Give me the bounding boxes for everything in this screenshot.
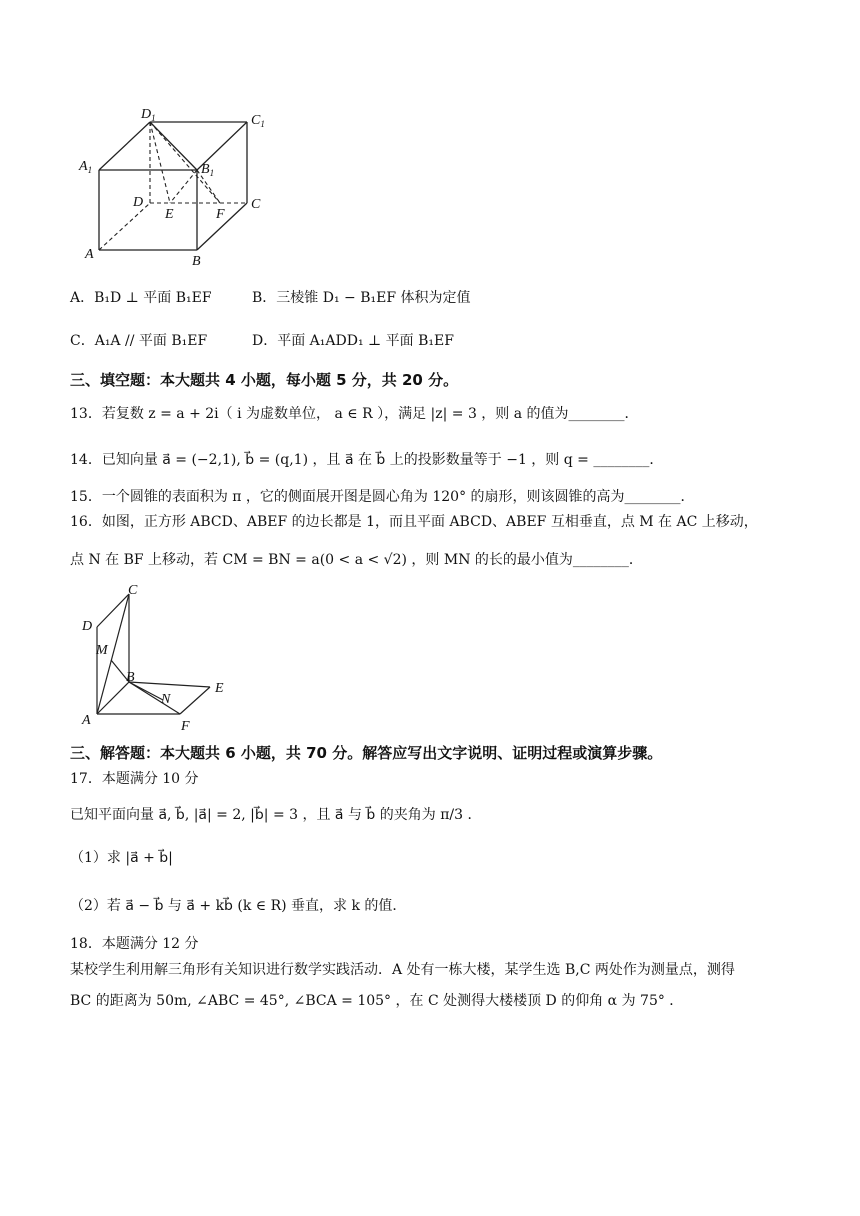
question-16-line2: 点 N 在 BF 上移动，若 CM = BN = a(0 < a < √2) ，则 MN 的长的最小值为________． xyxy=(70,552,643,568)
section-heading-answer: 三、解答题：本大题共 6 小题，共 70 分。解答应写出文字说明、证明过程或演算步骤。 xyxy=(70,744,663,762)
label-n: N xyxy=(161,692,171,707)
label-c: C xyxy=(128,583,138,598)
label-d: D xyxy=(133,195,144,210)
edge-b1-e xyxy=(170,170,197,203)
label-a: A xyxy=(82,713,91,728)
question-17-title: 17．本题满分 10 分 xyxy=(70,771,199,787)
question-17-part2: （2）若 a⃗ − b⃗ 与 a⃗ + kb⃗ (k ∈ R) 垂直，求 k 的值． xyxy=(70,898,407,914)
label-d: D xyxy=(82,619,93,634)
option-a: A．B₁D ⊥ 平面 B₁EF xyxy=(70,290,212,306)
cube-figure xyxy=(70,100,280,270)
question-14: 14．已知向量 a⃗ = (−2,1), b⃗ = (q,1) ，且 a⃗ 在 b⃗ 上的投影数量等于 −1 ，则 q = ________． xyxy=(70,452,664,468)
cube-diagram xyxy=(70,100,280,270)
edge-a1-d1 xyxy=(99,122,150,170)
label-d1: $D_1$ xyxy=(141,107,156,123)
label-c1: $C_1$ xyxy=(251,113,265,129)
question-18-line1: 某校学生利用解三角形有关知识进行数学实践活动．A 处有一栋大楼，某学生选 B,C 两处作为测量点，测得 xyxy=(70,962,735,978)
label-m: M xyxy=(96,643,108,658)
edge-b-e xyxy=(129,682,210,687)
label-e: E xyxy=(215,681,224,696)
section-heading-fill: 三、填空题：本大题共 4 小题，每小题 5 分，共 20 分。 xyxy=(70,371,459,389)
option-b: B．三棱锥 D₁ − B₁EF 体积为定值 xyxy=(252,290,471,306)
option-c: C．A₁A // 平面 B₁EF xyxy=(70,333,208,349)
edge-d1-b1 xyxy=(150,122,197,170)
diagonal-b-f xyxy=(129,682,180,714)
label-a1: $A_1$ xyxy=(79,159,93,175)
question-18-line2: BC 的距离为 50m, ∠ABC = 45°, ∠BCA = 105° ，在 C 处测得大楼楼顶 D 的仰角 α 为 75° ． xyxy=(70,993,684,1009)
label-f: F xyxy=(181,719,190,734)
squares-figure xyxy=(75,582,235,732)
label-f: F xyxy=(216,207,225,222)
question-17-part1: （1）求 |a⃗ + b⃗| xyxy=(70,850,173,866)
label-b1: $B_1$ xyxy=(201,162,215,178)
edge-e-f xyxy=(180,687,210,714)
question-18-title: 18．本题满分 12 分 xyxy=(70,936,199,952)
question-15: 15．一个圆锥的表面积为 π ，它的侧面展开图是圆心角为 120° 的扇形，则该圆锥的高为________． xyxy=(70,489,695,505)
label-e: E xyxy=(165,207,174,222)
squares-diagram xyxy=(75,582,235,732)
question-16-line1: 16．如图，正方形 ABCD、ABEF 的边长都是 1，而且平面 ABCD、ABEF 互相垂直，点 M 在 AC 上移动， xyxy=(70,514,758,530)
question-17-stem: 已知平面向量 a⃗, b⃗, |a⃗| = 2, |b⃗| = 3 ，且 a⃗ 与 b⃗ 的夹角为 π/3 ． xyxy=(70,807,482,823)
question-13: 13．若复数 z = a + 2i（ i 为虚数单位， a ∈ R ），满足 |z| = 3 ，则 a 的值为________． xyxy=(70,406,639,422)
option-d: D．平面 A₁ADD₁ ⊥ 平面 B₁EF xyxy=(252,333,454,349)
edge-a-d xyxy=(99,203,150,250)
label-c: C xyxy=(251,197,261,212)
label-b: B xyxy=(126,670,135,685)
label-a: A xyxy=(85,247,94,262)
label-b: B xyxy=(192,254,201,269)
